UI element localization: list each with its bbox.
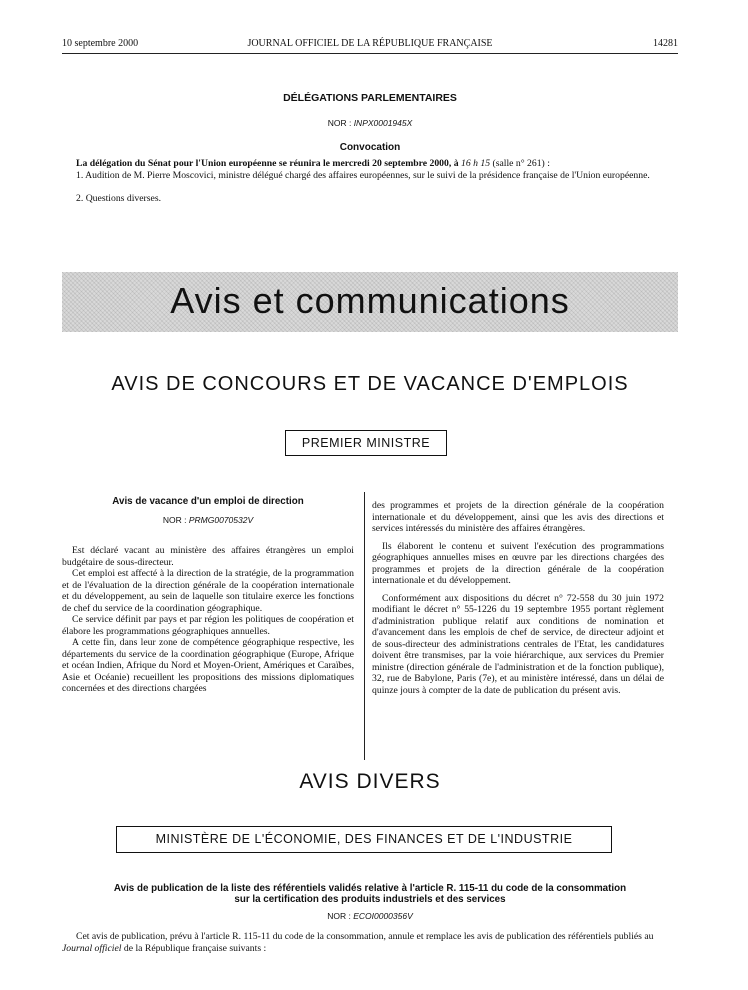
convocation-room: (salle n° 261) :: [492, 158, 550, 169]
vacance-paragraph: des programmes et projets de la direction générale de la coopération internationale et du développement, ainsi que les avis des directions et services intéressés du ministère des affaires étrangères.: [372, 500, 664, 534]
nor-code: ECOI0000356V: [353, 911, 413, 921]
notice-title: [62, 883, 678, 905]
vacance-title: Avis de vacance d'un emploi de direction: [112, 496, 304, 507]
vacance-paragraph: Ils élaborent le contenu et suivent l'exécution des programmations géographiques annuelles mises en œuvre par les directions chargées des programmes et projets de la direction générale de la coopération internationale et du développement.: [372, 540, 664, 586]
notice-body-end: de la République française suivants :: [123, 942, 267, 954]
section-title-delegations: DÉLÉGATIONS PARLEMENTAIRES: [283, 92, 457, 104]
nor-label: NOR :: [327, 911, 351, 921]
vacance-paragraph: Cet emploi est affecté à la direction de la stratégie, de la programmation et de l'évaluation de la direction générale de la coopération internationale et du développement, au sein de laquelle son titulaire exerce les fonctions de chef du service de la coordination géographique.: [62, 568, 354, 614]
premier-ministre-box: PREMIER MINISTRE: [285, 430, 447, 456]
notice-title-line-1: Avis de publication de la liste des référentiels validés relative à l'article R. 115-11 du code de la consommation: [113, 883, 627, 894]
column-divider: [364, 492, 365, 760]
header-date: 10 septembre 2000: [62, 38, 139, 49]
convocation-text: La délégation du Sénat pour l'Union européenne se réunira le mercredi 20 septembre 2000, à: [76, 158, 459, 169]
nor-label: NOR :: [162, 515, 187, 525]
header-page-number: 14281: [653, 38, 678, 49]
banner-title: Avis et communications: [170, 280, 570, 321]
convocation-title: Convocation: [339, 142, 401, 153]
header-rule: [62, 53, 678, 54]
convocation-time: 16 h 15: [460, 158, 491, 169]
agenda-item-2: 2. Questions diverses.: [76, 193, 162, 204]
vacance-right-column: [372, 500, 664, 696]
nor-code: INPX0001945X: [353, 118, 413, 128]
header-journal-title: JOURNAL OFFICIEL DE LA RÉPUBLIQUE FRANÇAISE: [247, 38, 493, 49]
nor-label: NOR :: [327, 118, 352, 128]
nor-code: PRMG0070532V: [188, 515, 254, 525]
notice-body-text: Cet avis de publication, prévu à l'article R. 115-11 du code de la consommation, annule et remplace les avis de publication des référentiels publiés au: [76, 931, 654, 942]
vacance-left-column: [62, 545, 354, 695]
vacance-paragraph: A cette fin, dans leur zone de compétence géographique respective, les départements du service de la coordination géographique (Europe, Afrique et océan Indien, Afrique du Nord et Moyen-Orient, Amériques et Caraïbes, Asie et Océanie) recueillent les propositions des missions diplomatiques concernées et des directions chargées: [62, 637, 354, 694]
vacance-paragraph: Ce service définit par pays et par région les politiques de coopération et élabore les programmations géographiques annuelles.: [62, 614, 354, 637]
notice-body-jo: Journal officiel: [62, 942, 122, 954]
notice-title-line-2: sur la certification des produits industriels et des services: [234, 894, 506, 905]
section-title-concours: AVIS DE CONCOURS ET DE VACANCE D'EMPLOIS: [111, 373, 629, 395]
vacance-paragraph: Conformément aux dispositions du décret n° 72-558 du 30 juin 1972 modifiant le décret n° 55-1226 du 19 septembre 1955 portant règlement d'administration publique relatif aux conditions de nomination et d'avancement dans les emplois de chef de service, de directeur adjoint et de sous-directeur des administrations centrales de l'Etat, les candidatures doivent être transmises, par la voie hiérarchique, aux services du Premier ministre (direction générale de l'administration et de la fonction publique), 32, rue de Babylone, Paris (7e), et au ministère intéressé, dans un délai de quinze jours à compter de la date de publication du présent avis.: [372, 592, 664, 696]
agenda-item-1: 1. Audition de M. Pierre Moscovici, ministre délégué chargé des affaires européennes, sur le suivi de la présidence française de l'Union européenne.: [76, 170, 650, 181]
notice-body: [62, 931, 678, 954]
section-title-divers: AVIS DIVERS: [299, 770, 441, 793]
ministere-box: MINISTÈRE DE L'ÉCONOMIE, DES FINANCES ET DE L'INDUSTRIE: [116, 826, 612, 853]
nor-reference-divers: [62, 911, 678, 921]
vacance-paragraph: Est déclaré vacant au ministère des affaires étrangères un emploi budgétaire de sous-directeur.: [62, 545, 354, 568]
avis-communications-banner: [62, 272, 678, 332]
convocation-line: [62, 158, 678, 169]
nor-reference-vacance: [62, 515, 354, 525]
nor-reference-delegations: [62, 118, 678, 128]
